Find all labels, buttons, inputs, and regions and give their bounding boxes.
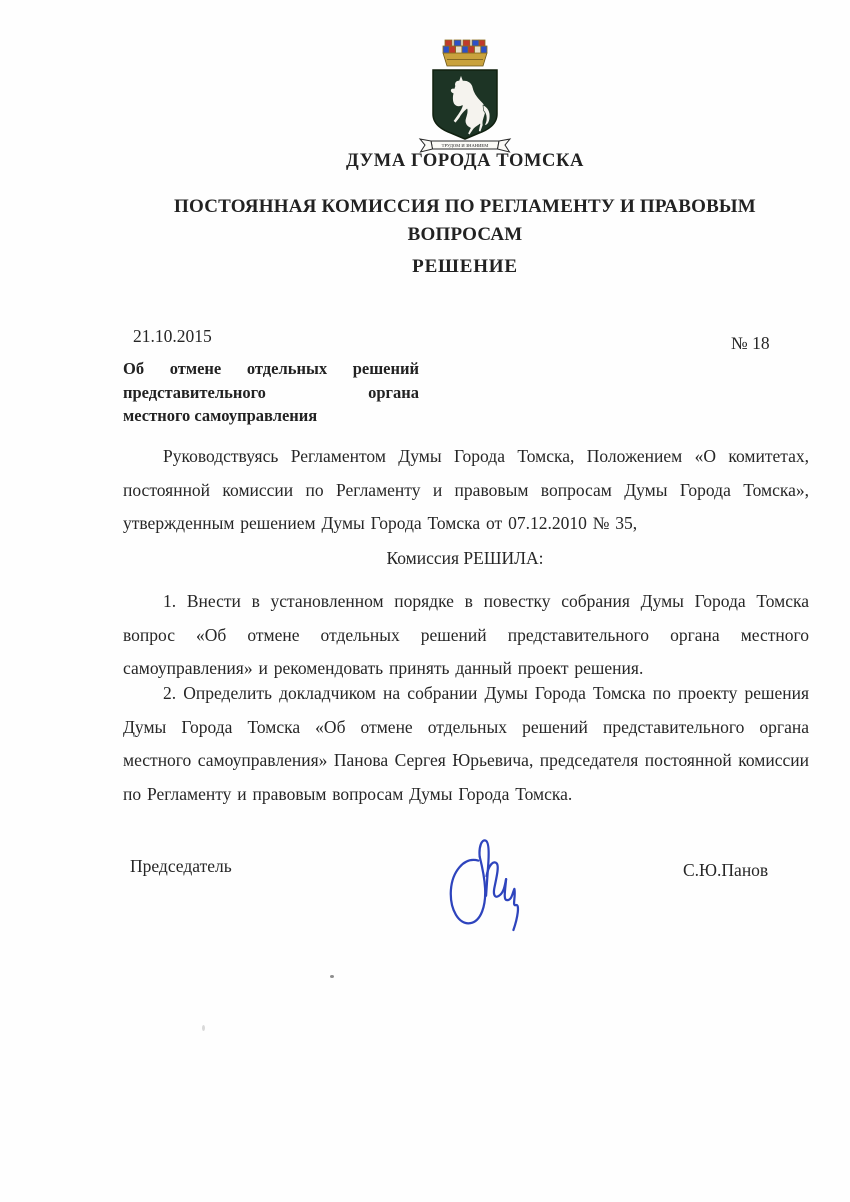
document-subject: [123, 357, 419, 428]
handwritten-signature-icon: [444, 834, 532, 938]
tomsk-coat-of-arms: [417, 37, 513, 155]
subject-line: представительного органа: [123, 382, 419, 402]
resolution-item-2: 2. Определить докладчиком на собрании Думы Города Томска по проекту решения Думы Города Томска «Об отмене отдельных решений представительного органа местного самоуправления» Панова Сергея Юрьевича, председателя постоянной комиссии по Регламенту и правовым вопросам Думы Города Томска.: [123, 683, 809, 804]
resolution-item-1: 1. Внести в установленном порядке в повестку собрания Думы Города Томска вопрос «Об отмене отдельных решений представительного органа местного самоуправления» и рекомендовать принять данный проект решения.: [123, 591, 809, 678]
org-title: ДУМА ГОРОДА ТОМСКА: [346, 151, 584, 171]
signature-icon: [444, 834, 532, 938]
scan-speck: [202, 1025, 205, 1031]
document-type-title: РЕШЕНИЕ: [412, 256, 518, 277]
signer-role: Председатель: [130, 856, 232, 876]
subject-line: местного самоуправления: [123, 406, 318, 425]
subject-line: Об отмене отдельных решений: [123, 359, 419, 378]
preamble-paragraph: Руководствуясь Регламентом Думы Города Томска, Положением «О комитетах, постоянной комиссии по Регламенту и правовым вопросам Думы Города Томска», утвержденным решением Думы Города Томска от 07.12.2010 № 35,: [123, 446, 809, 533]
scan-speck: [330, 975, 334, 978]
coat-of-arms-icon: [417, 37, 513, 155]
document-date: 21.10.2015: [133, 326, 212, 346]
resolved-heading: Комиссия РЕШИЛА:: [386, 548, 544, 568]
document-number: № 18: [731, 333, 770, 353]
crown-icon: [443, 40, 487, 66]
motto-text: ТРУДОМ И ЗНАНИЕМ: [441, 143, 489, 148]
shield-icon: [433, 70, 497, 139]
commission-title: ПОСТОЯННАЯ КОМИССИЯ ПО РЕГЛАМЕНТУ И ПРАВОВЫМ ВОПРОСАМ: [174, 196, 756, 245]
signer-name: С.Ю.Панов: [683, 860, 769, 880]
